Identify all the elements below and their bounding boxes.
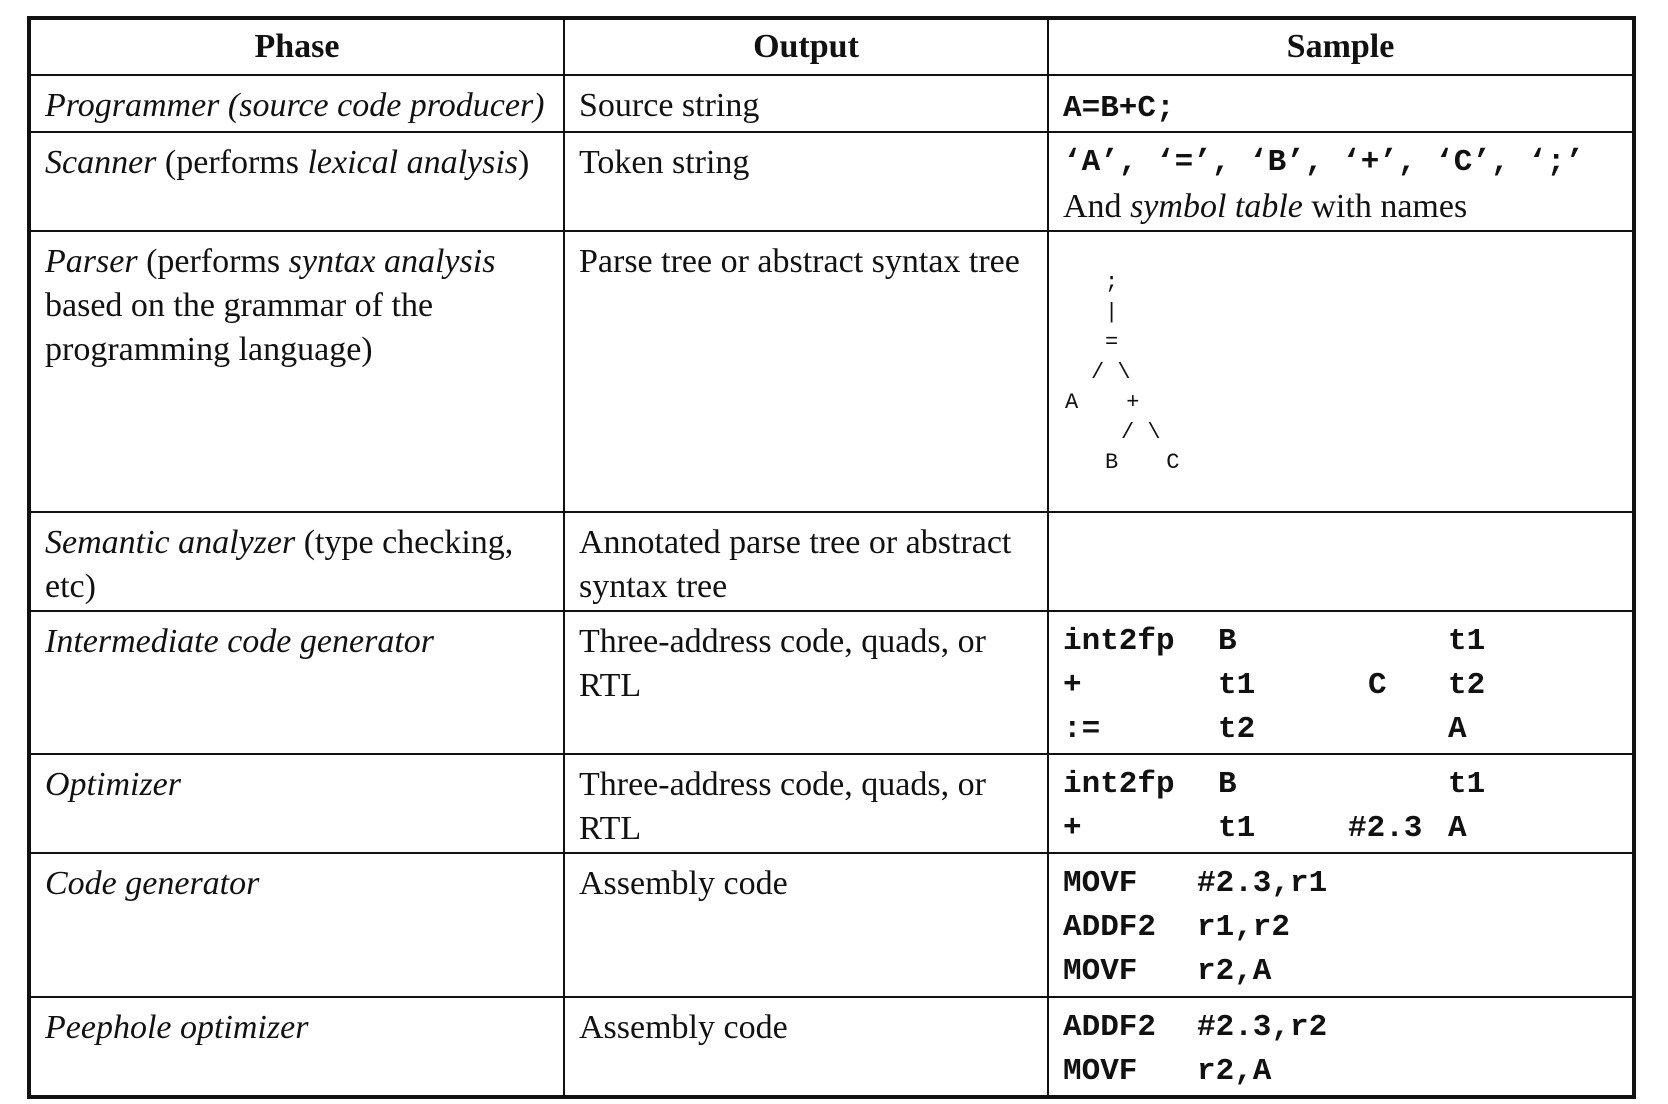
tree-node-plus: + — [1126, 390, 1140, 416]
token-list: ‘A’, ‘=’, ‘B’, ‘+’, ‘C’, ‘;’ — [1063, 141, 1618, 185]
asm-line: ADDF2 r1,r2 — [1063, 910, 1291, 946]
table-row-programmer — [29, 75, 1634, 133]
phase-cell — [29, 611, 564, 754]
tree-node-c: C — [1166, 450, 1180, 476]
phase-note: (performs — [156, 144, 308, 182]
token: ‘;’ — [1528, 145, 1584, 181]
quad-row: int2fp B t1 — [1063, 767, 1486, 803]
phase-cell — [29, 853, 564, 996]
table-row-peephole — [29, 997, 1634, 1097]
tree-edge: / \ — [1091, 360, 1131, 386]
quad-row: + t1 #2.3 A — [1063, 811, 1467, 847]
phase-name: Programmer (source code producer) — [45, 86, 545, 124]
table-row-scanner — [29, 132, 1634, 231]
tree-node-a: A — [1065, 390, 1079, 416]
output-cell: Parse tree or abstract syntax tree — [564, 231, 1048, 512]
tree-node-b: B — [1105, 450, 1119, 476]
phase-note-end: ) — [518, 144, 530, 182]
token: ‘+’ — [1342, 145, 1398, 181]
phase-name: Optimizer — [45, 766, 181, 804]
token: ‘B’ — [1249, 145, 1305, 181]
header-output: Output — [564, 18, 1048, 75]
phase-cell — [29, 132, 564, 231]
phase-cell — [29, 754, 564, 853]
sample-cell — [1048, 231, 1634, 512]
tree-node-semicolon: ; — [1105, 270, 1119, 296]
tree-node-assign: = — [1105, 330, 1119, 356]
phase-note: (type checking, etc) — [45, 524, 514, 605]
output-cell: Three-address code, quads, or RTL — [564, 754, 1048, 853]
header-phase: Phase — [29, 18, 564, 75]
compiler-phases-table — [27, 16, 1636, 1099]
output-cell: Assembly code — [564, 853, 1048, 996]
phase-name: Parser — [45, 243, 138, 281]
quad-row: int2fp B t1 — [1063, 624, 1486, 659]
sample-cell — [1048, 75, 1634, 133]
sample-cell — [1048, 853, 1634, 996]
asm-line: MOVF r2,A — [1063, 1053, 1272, 1089]
phase-note-italic: syntax analysis — [288, 243, 496, 281]
phase-cell — [29, 231, 564, 512]
header-row — [29, 18, 1634, 75]
sample-cell — [1048, 997, 1634, 1097]
output-cell: Three-address code, quads, or RTL — [564, 611, 1048, 754]
output-cell: Token string — [564, 132, 1048, 231]
tree-edge: / \ — [1121, 420, 1161, 446]
sample-cell — [1048, 132, 1634, 231]
syntax-tree-diagram — [1063, 238, 1618, 508]
phase-cell — [29, 75, 564, 133]
sample-cell — [1048, 512, 1634, 611]
quad-row: + t1 C t2 — [1063, 668, 1486, 703]
output-cell: Source string — [564, 75, 1048, 133]
token: ‘=’ — [1156, 145, 1212, 181]
phase-note-end: based on the grammar of the programming language) — [45, 287, 434, 369]
phase-note-italic: lexical analysis — [307, 144, 519, 182]
quad-row: := t2 A — [1063, 712, 1467, 747]
phase-cell — [29, 512, 564, 611]
sample-cell — [1048, 611, 1634, 754]
phase-name: Scanner — [45, 144, 157, 182]
phase-name: Intermediate code generator — [45, 623, 434, 660]
phase-cell — [29, 997, 564, 1097]
header-sample: Sample — [1048, 18, 1634, 75]
table-row-intermediate — [29, 611, 1634, 754]
table-row-code-generator — [29, 853, 1634, 996]
phase-name: Semantic analyzer — [45, 524, 296, 561]
token: ‘A’ — [1063, 145, 1119, 181]
phase-note: (performs — [137, 243, 289, 281]
phase-name: Peephole optimizer — [45, 1008, 309, 1046]
table-row-optimizer — [29, 754, 1634, 853]
asm-line: MOVF r2,A — [1063, 954, 1272, 990]
symbol-table-note: And symbol table with names — [1063, 188, 1468, 226]
source-string-sample: A=B+C; — [1063, 90, 1175, 126]
output-cell: Annotated parse tree or abstract syntax tree — [564, 512, 1048, 611]
asm-line: ADDF2 #2.3,r2 — [1063, 1009, 1328, 1045]
asm-line: MOVF #2.3,r1 — [1063, 866, 1328, 902]
table-row-semantic — [29, 512, 1634, 611]
phase-name: Code generator — [45, 865, 260, 903]
table-row-parser — [29, 231, 1634, 512]
sample-cell — [1048, 754, 1634, 853]
output-cell: Assembly code — [564, 997, 1048, 1097]
token: ‘C’ — [1435, 145, 1491, 181]
tree-edge: | — [1105, 300, 1119, 326]
